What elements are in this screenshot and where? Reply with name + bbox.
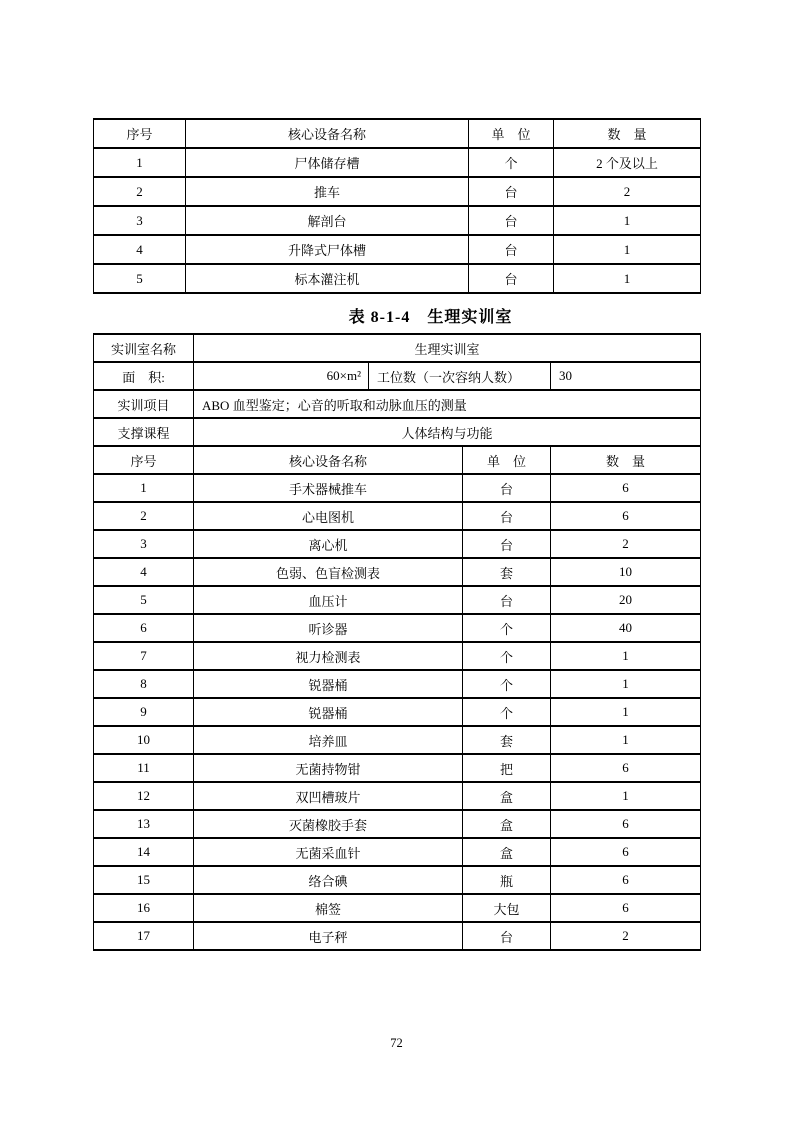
- table-cell: 5: [94, 586, 194, 614]
- table-cell: 6: [551, 502, 701, 530]
- table-cell: 9: [94, 698, 194, 726]
- table-cell: 把: [463, 754, 551, 782]
- area-label: 面 积:: [94, 362, 194, 390]
- table-cell: 锐器桶: [194, 698, 463, 726]
- table-cell: 血压计: [194, 586, 463, 614]
- table-cell: 心电图机: [194, 502, 463, 530]
- table-cell: 台: [463, 922, 551, 950]
- table-cell: 10: [94, 726, 194, 754]
- table-cell: 1: [554, 206, 701, 235]
- table-header-row: [94, 119, 701, 148]
- table-cell: 大包: [463, 894, 551, 922]
- table-cell: 瓶: [463, 866, 551, 894]
- table-cell: 1: [554, 235, 701, 264]
- table-row: [94, 177, 701, 206]
- table1-body: [94, 148, 701, 293]
- course-row: [94, 418, 701, 446]
- project-row: [94, 390, 701, 418]
- table-cell: 无菌持物钳: [194, 754, 463, 782]
- header-seq: 序号: [94, 119, 186, 148]
- table-cell: 17: [94, 922, 194, 950]
- table-row: [94, 642, 701, 670]
- table-cell: 解剖台: [186, 206, 469, 235]
- table-cell: 听诊器: [194, 614, 463, 642]
- table-cell: 1: [94, 474, 194, 502]
- table2-body: [94, 474, 701, 950]
- table-row: [94, 586, 701, 614]
- table-cell: 13: [94, 810, 194, 838]
- table-cell: 双凹槽玻片: [194, 782, 463, 810]
- table-row: [94, 894, 701, 922]
- table-cell: 1: [551, 698, 701, 726]
- table-row: [94, 614, 701, 642]
- table-cell: 1: [94, 148, 186, 177]
- room-name-row: [94, 334, 701, 362]
- project-value: ABO 血型鉴定；心音的听取和动脉血压的测量: [194, 390, 701, 418]
- header-equipment-name: 核心设备名称: [186, 119, 469, 148]
- table-cell: 4: [94, 235, 186, 264]
- table-cell: 络合碘: [194, 866, 463, 894]
- table-cell: 6: [551, 838, 701, 866]
- table-cell: 1: [551, 670, 701, 698]
- table-cell: 个: [469, 148, 554, 177]
- table-cell: 盒: [463, 810, 551, 838]
- table-cell: 6: [551, 474, 701, 502]
- room-name-value: 生理实训室: [194, 334, 701, 362]
- table-header-row: [94, 446, 701, 474]
- area-value: 60×m²: [194, 362, 369, 390]
- table-cell: 11: [94, 754, 194, 782]
- course-label: 支撑课程: [94, 418, 194, 446]
- table-cell: 2: [554, 177, 701, 206]
- table-cell: 3: [94, 206, 186, 235]
- table-row: [94, 866, 701, 894]
- table-cell: 培养皿: [194, 726, 463, 754]
- table-cell: 6: [551, 894, 701, 922]
- table-cell: 电子秤: [194, 922, 463, 950]
- table-cell: 灭菌橡胶手套: [194, 810, 463, 838]
- table-cell: 2: [551, 922, 701, 950]
- page-number: 72: [390, 1036, 403, 1050]
- table-row: [94, 698, 701, 726]
- table-row: [94, 670, 701, 698]
- table-row: [94, 206, 701, 235]
- table-cell: 20: [551, 586, 701, 614]
- table-cell: 2 个及以上: [554, 148, 701, 177]
- table-row: [94, 838, 701, 866]
- table-cell: 1: [551, 726, 701, 754]
- table-cell: 14: [94, 838, 194, 866]
- capacity-label: 工位数（一次容纳人数）: [369, 362, 551, 390]
- area-capacity-row: [94, 362, 701, 390]
- table-row: [94, 502, 701, 530]
- header-unit: 单 位: [463, 446, 551, 474]
- table-caption: 表 8-1-4 生理实训室: [348, 309, 513, 326]
- table-cell: 台: [463, 502, 551, 530]
- table-cell: 棉签: [194, 894, 463, 922]
- table-cell: 6: [551, 754, 701, 782]
- table-cell: 手术器械推车: [194, 474, 463, 502]
- table-cell: 台: [469, 264, 554, 293]
- table-cell: 8: [94, 670, 194, 698]
- table-cell: 2: [551, 530, 701, 558]
- table-cell: 升降式尸体槽: [186, 235, 469, 264]
- table-cell: 7: [94, 642, 194, 670]
- table-cell: 1: [554, 264, 701, 293]
- table-cell: 5: [94, 264, 186, 293]
- header-quantity: 数 量: [551, 446, 701, 474]
- table-cell: 色弱、色盲检测表: [194, 558, 463, 586]
- table-cell: 个: [463, 642, 551, 670]
- table-cell: 离心机: [194, 530, 463, 558]
- table-cell: 10: [551, 558, 701, 586]
- header-seq: 序号: [94, 446, 194, 474]
- table-row: [94, 235, 701, 264]
- header-quantity: 数 量: [554, 119, 701, 148]
- table-cell: 台: [463, 530, 551, 558]
- header-unit: 单 位: [469, 119, 554, 148]
- table-cell: 1: [551, 782, 701, 810]
- table-cell: 套: [463, 726, 551, 754]
- table-cell: 视力检测表: [194, 642, 463, 670]
- table-row: [94, 148, 701, 177]
- header-equipment-name: 核心设备名称: [194, 446, 463, 474]
- table-row: [94, 754, 701, 782]
- table-row: [94, 474, 701, 502]
- table-cell: 6: [551, 866, 701, 894]
- table-cell: 套: [463, 558, 551, 586]
- table-cell: 尸体储存槽: [186, 148, 469, 177]
- table-cell: 台: [463, 474, 551, 502]
- table-cell: 台: [469, 177, 554, 206]
- table-cell: 1: [551, 642, 701, 670]
- table-row: [94, 558, 701, 586]
- table-row: [94, 264, 701, 293]
- project-label: 实训项目: [94, 390, 194, 418]
- table-cell: 2: [94, 502, 194, 530]
- table-row: [94, 810, 701, 838]
- page-content: [93, 118, 700, 951]
- equipment-table-anatomy: [93, 118, 701, 294]
- table-cell: 16: [94, 894, 194, 922]
- table-cell: 4: [94, 558, 194, 586]
- table-row: [94, 530, 701, 558]
- table-row: [94, 922, 701, 950]
- table-cell: 6: [551, 810, 701, 838]
- table-cell: 盒: [463, 782, 551, 810]
- table-cell: 12: [94, 782, 194, 810]
- capacity-value: 30: [551, 362, 701, 390]
- table-cell: 台: [469, 206, 554, 235]
- table-cell: 15: [94, 866, 194, 894]
- room-name-label: 实训室名称: [94, 334, 194, 362]
- table-cell: 锐器桶: [194, 670, 463, 698]
- table-cell: 盒: [463, 838, 551, 866]
- table-cell: 3: [94, 530, 194, 558]
- table-cell: 40: [551, 614, 701, 642]
- course-value: 人体结构与功能: [194, 418, 701, 446]
- table-cell: 个: [463, 614, 551, 642]
- table-cell: 推车: [186, 177, 469, 206]
- table-cell: 个: [463, 698, 551, 726]
- table-cell: 无菌采血针: [194, 838, 463, 866]
- table-cell: 6: [94, 614, 194, 642]
- table-cell: 台: [469, 235, 554, 264]
- table-cell: 标本灌注机: [186, 264, 469, 293]
- table-cell: 台: [463, 586, 551, 614]
- table-row: [94, 782, 701, 810]
- equipment-table-physiology: [93, 333, 701, 951]
- table-cell: 2: [94, 177, 186, 206]
- table-row: [94, 726, 701, 754]
- table-cell: 个: [463, 670, 551, 698]
